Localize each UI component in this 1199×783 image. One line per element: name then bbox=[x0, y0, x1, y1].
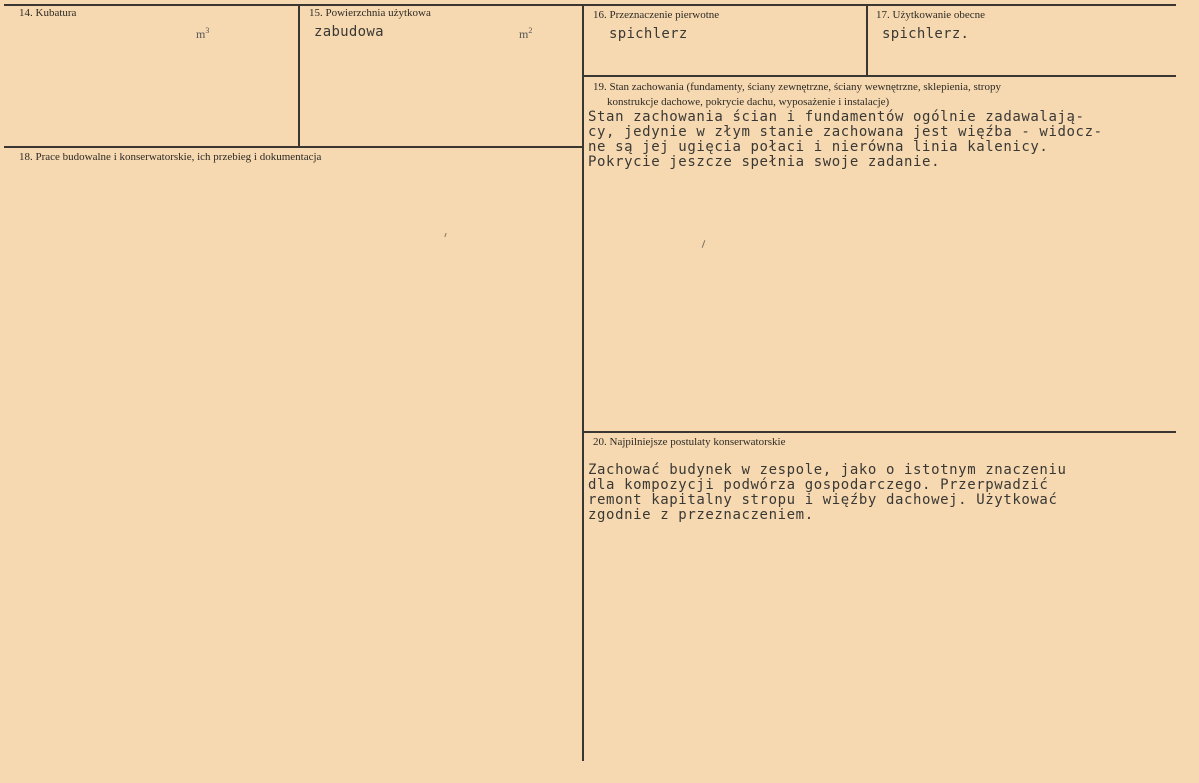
field-17-value: spichlerz. bbox=[882, 26, 970, 42]
divider-16-17 bbox=[866, 4, 868, 76]
field-19-label bbox=[593, 80, 1001, 110]
rule-below-19 bbox=[583, 431, 1176, 433]
field-20-label: 20. Najpilniejsze postulaty konserwatorskie bbox=[593, 436, 786, 448]
field-14-unit bbox=[196, 26, 209, 42]
field-20-text-line-4: zgodnie z przeznaczeniem. bbox=[588, 507, 814, 523]
field-15-unit-exponent: 2 bbox=[528, 26, 533, 35]
top-rule bbox=[4, 4, 1176, 6]
field-20-text-line-3: remont kapitalny stropu i więźby dachowej. Użytkować bbox=[588, 492, 1058, 508]
rule-below-14-15 bbox=[4, 146, 584, 148]
field-16-label: 16. Przeznaczenie pierwotne bbox=[593, 9, 720, 21]
field-19-text-line-3: ne są jej ugięcia połaci i nierówna linia kalenicy. bbox=[588, 139, 1049, 155]
field-18-label: 18. Prace budowalne i konserwatorskie, ich przebieg i dokumentacja bbox=[19, 151, 322, 163]
field-15-unit bbox=[519, 26, 532, 42]
field-15-value: zabudowa bbox=[314, 24, 384, 40]
field-15-label: 15. Powierzchnia użytkowa bbox=[309, 7, 431, 19]
rule-below-16-17 bbox=[583, 75, 1176, 77]
paper-speck bbox=[702, 240, 706, 248]
field-20-text-line-1: Zachować budynek w zespole, jako o istotnym znaczeniu bbox=[588, 462, 1067, 478]
divider-center bbox=[582, 4, 584, 761]
paper-speck bbox=[444, 233, 446, 237]
field-17-label: 17. Użytkowanie obecne bbox=[876, 9, 986, 21]
field-19-text-line-2: cy, jedynie w złym stanie zachowana jest więźba - widocz- bbox=[588, 124, 1103, 140]
field-20-text bbox=[588, 463, 1067, 523]
field-20-text-line-2: dla kompozycji podwórza gospodarczego. Przerpwadzić bbox=[588, 477, 1049, 493]
field-19-text bbox=[588, 110, 1103, 170]
field-14-label: 14. Kubatura bbox=[19, 7, 77, 19]
field-15-unit-base: m bbox=[519, 27, 529, 41]
field-14-unit-base: m bbox=[196, 27, 206, 41]
field-19-text-line-4: Pokrycie jeszcze spełnia swoje zadanie. bbox=[588, 154, 941, 170]
field-14-unit-exponent: 3 bbox=[205, 26, 210, 35]
field-19-text-line-1: Stan zachowania ścian i fundamentów ogólnie zadawalają- bbox=[588, 109, 1085, 125]
field-19-label-line-2: konstrukcje dachowe, pokrycie dachu, wyposażenie i instalacje) bbox=[607, 96, 890, 108]
divider-14-15 bbox=[298, 4, 300, 146]
field-19-label-line-1: 19. Stan zachowania (fundamenty, ściany zewnętrzne, ściany wewnętrzne, sklepienia, stropy bbox=[593, 81, 1001, 93]
field-16-value: spichlerz bbox=[609, 26, 688, 42]
